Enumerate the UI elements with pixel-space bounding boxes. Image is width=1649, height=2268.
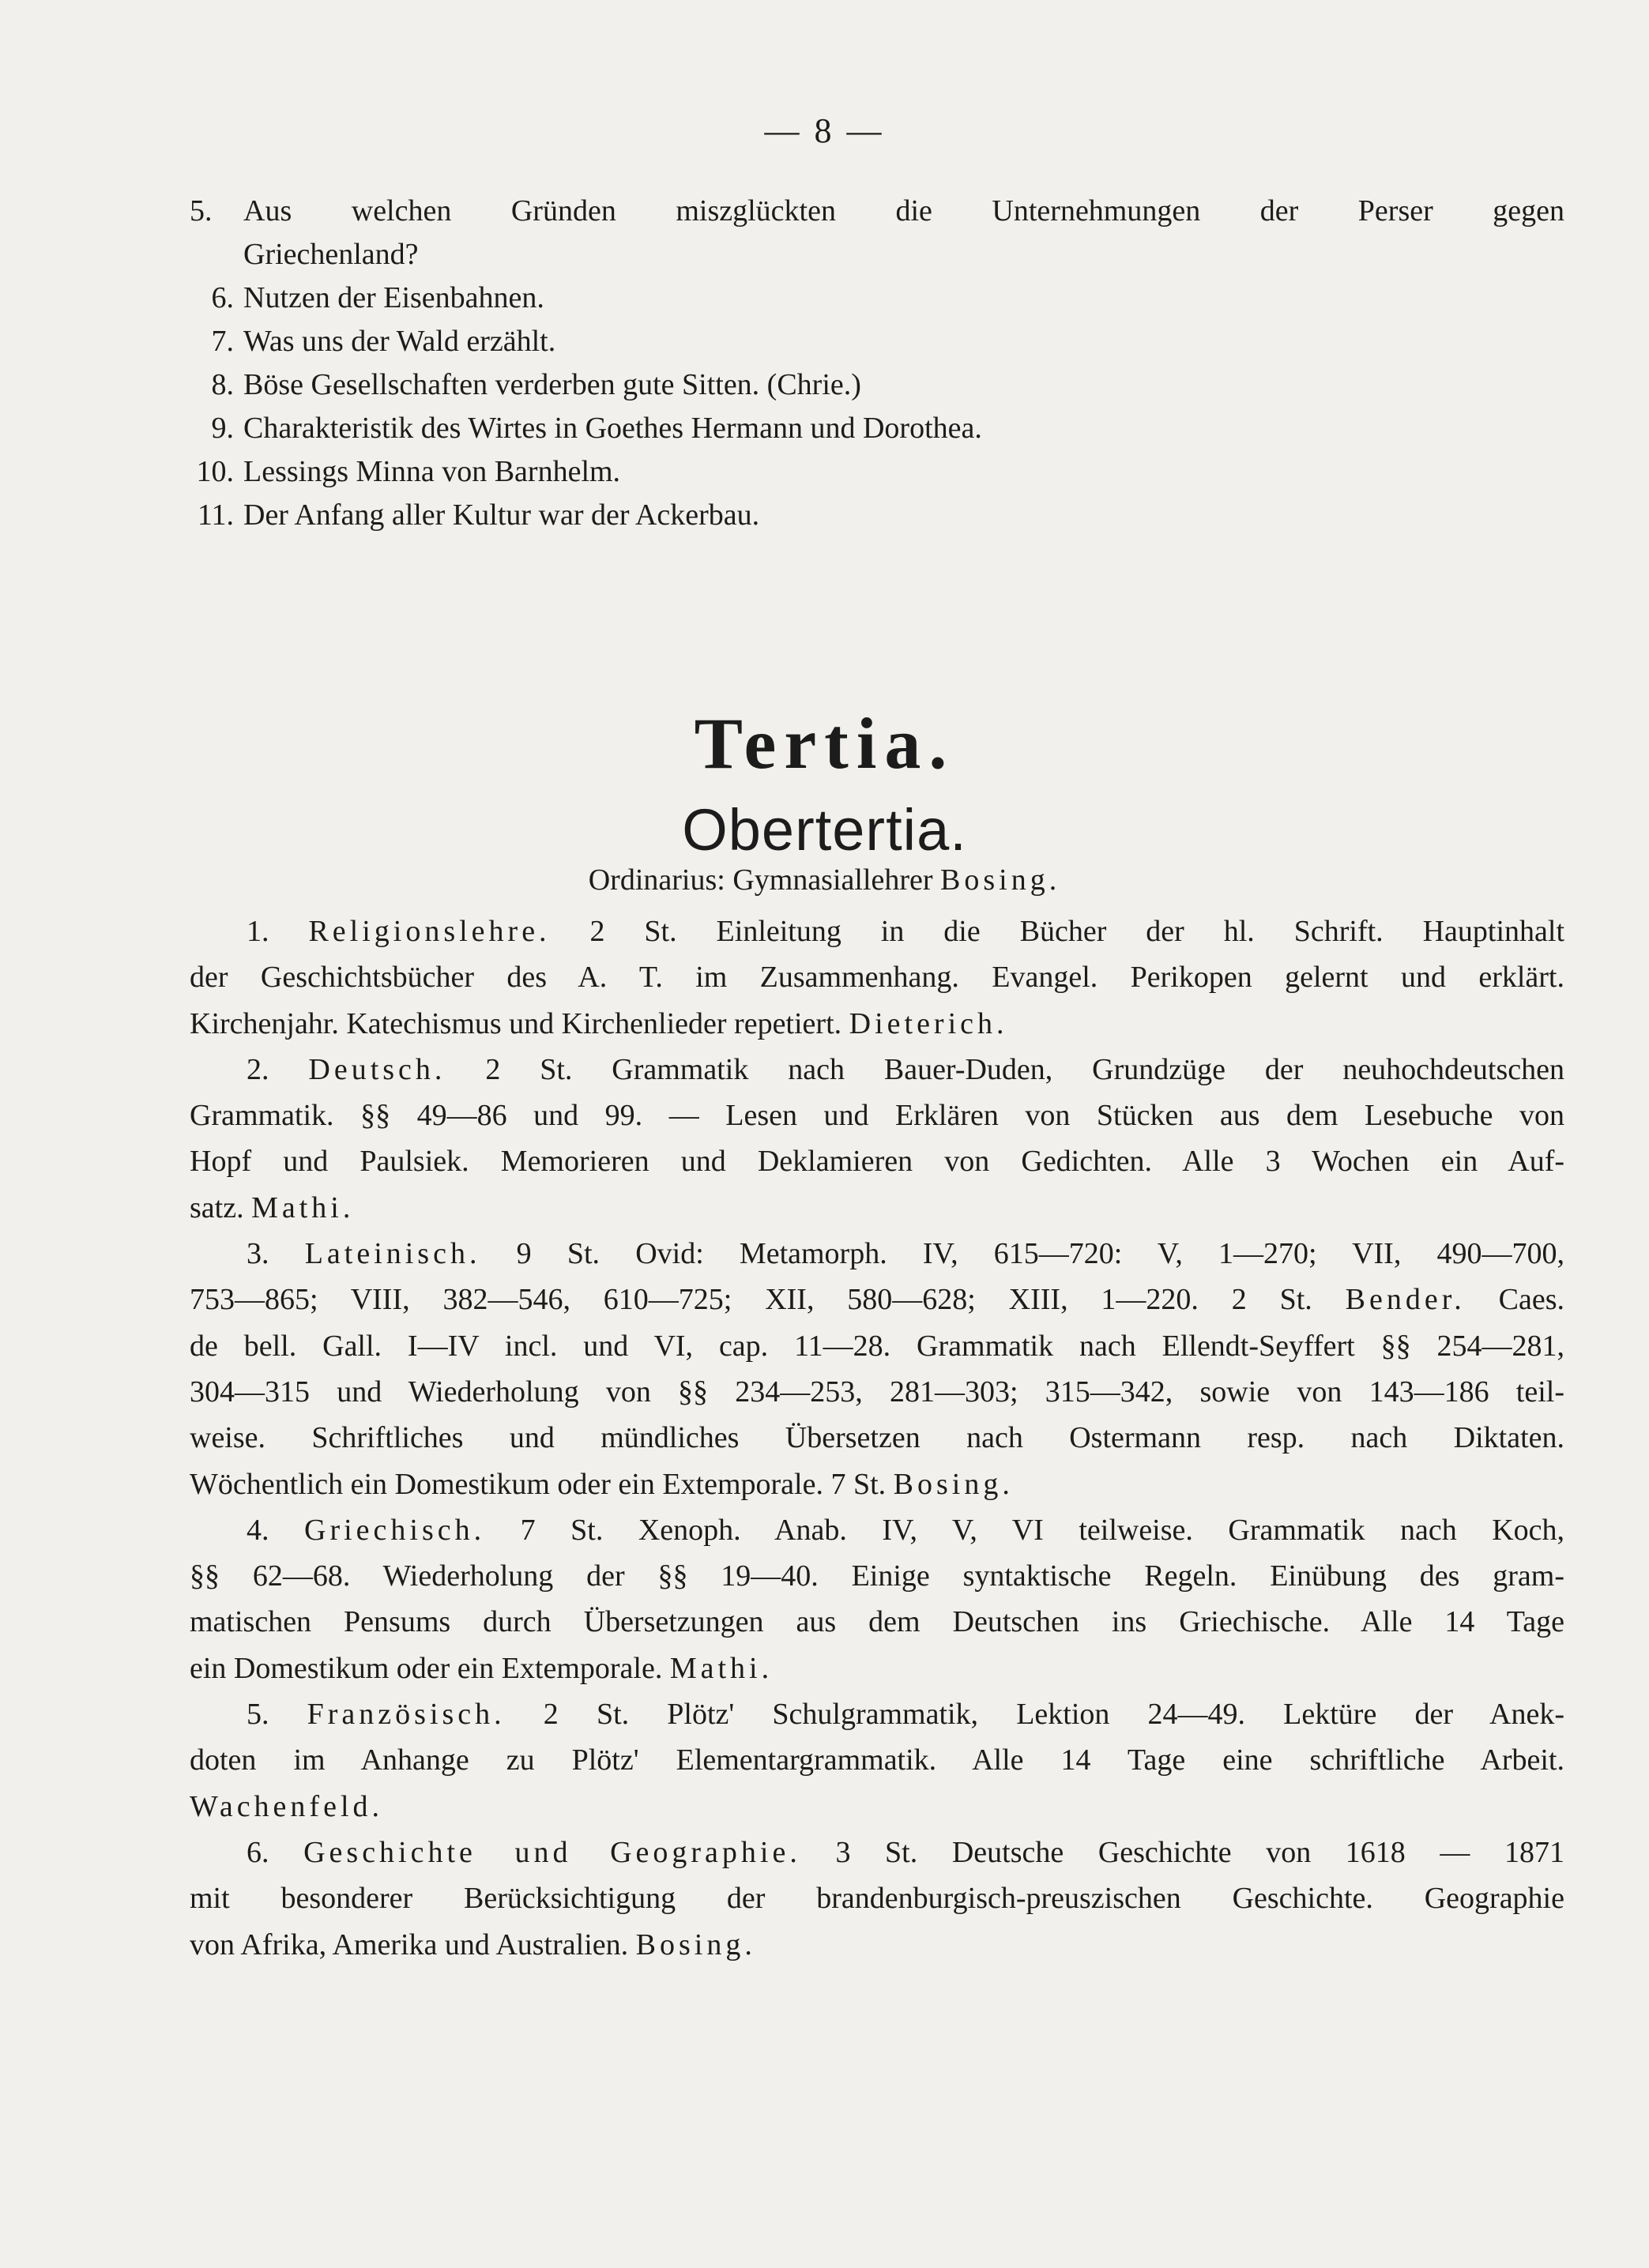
- text-line: [190, 1461, 1564, 1507]
- text-line: [190, 1369, 1564, 1415]
- text-segment: von Afrika, Amerika und Australien.: [190, 1928, 636, 1961]
- essay-topics-list: [190, 190, 1564, 537]
- list-item: [190, 363, 1564, 407]
- text-segment: 2 St. Grammatik nach Bauer-Duden, Grundzüge der neuhochdeutschen: [446, 1052, 1564, 1086]
- text-segment: de bell. Gall. I—IV incl. und VI, cap. 11—28. Grammatik nach Ellendt-Seyffert §§ 254—281,: [190, 1329, 1564, 1363]
- text-segment: Kirchenjahr. Katechismus und Kirchenlieder repetiert.: [190, 1006, 849, 1040]
- text-line: [190, 1691, 1564, 1737]
- list-item: [190, 450, 1564, 494]
- spaced-name: Mathi.: [251, 1190, 355, 1224]
- spaced-name: Bosing.: [635, 1928, 756, 1961]
- page-number: — 8 —: [764, 111, 885, 150]
- subsection-title: Obertertia.: [682, 797, 967, 863]
- spaced-name: Lateinisch.: [304, 1237, 481, 1271]
- spaced-name: Französisch.: [307, 1698, 506, 1732]
- list-item-number: 7.: [211, 325, 234, 358]
- spaced-name: Bender.: [1345, 1283, 1466, 1317]
- text-line: [190, 1185, 1564, 1231]
- section-title: Tertia.: [694, 703, 955, 784]
- text-segment: 2 St. Plötz' Schulgrammatik, Lektion 24—49. Lektüre der Anek-: [505, 1698, 1564, 1732]
- text-segment: 3.: [247, 1237, 305, 1271]
- text-segment: matischen Pensums durch Übersetzungen aus dem Deutschen ins Griechische. Alle 14 Tage: [190, 1605, 1564, 1639]
- text-line: [190, 1047, 1564, 1093]
- text-segment: 4.: [247, 1513, 305, 1547]
- text-segment: mit besonderer Berücksichtigung der brandenburgisch-preuszischen Geschichte. Geographie: [190, 1882, 1564, 1916]
- text-line: [190, 1875, 1564, 1921]
- list-item-number: 8.: [211, 368, 234, 401]
- subject-paragraph: [190, 1507, 1564, 1691]
- spaced-name: Deutsch.: [308, 1052, 446, 1086]
- spaced-name: Griechisch.: [304, 1513, 486, 1547]
- text-line: [190, 1138, 1564, 1184]
- text-segment: 753—865; VIII, 382—546, 610—725; XII, 580—628; XIII, 1—220. 2 St.: [190, 1283, 1346, 1317]
- list-item-number: 10.: [196, 455, 234, 488]
- list-item: [190, 276, 1564, 320]
- list-item: [190, 494, 1564, 537]
- list-item-text: Aus welchen Gründen miszglückten die Unternehmungen der Perser gegen: [243, 194, 1564, 228]
- subject-paragraph: [190, 1691, 1564, 1830]
- text-segment: satz.: [190, 1190, 252, 1224]
- list-item-continuation: Griechenland?: [243, 238, 419, 271]
- spaced-name: Wachenfeld.: [190, 1789, 383, 1823]
- list-item-text: Nutzen der Eisenbahnen.: [243, 281, 544, 314]
- subject-paragraph: [190, 1830, 1564, 1968]
- text-segment: Wöchentlich ein Domestikum oder ein Extemporale. 7 St.: [190, 1467, 894, 1501]
- text-line: [190, 1323, 1564, 1369]
- text-segment: ein Domestikum oder ein Extemporale.: [190, 1651, 670, 1685]
- text-line: [190, 1553, 1564, 1599]
- text-segment: Grammatik. §§ 49—86 und 99. — Lesen und Erklären von Stücken aus dem Lesebuche von: [190, 1099, 1564, 1133]
- text-line: [190, 1277, 1564, 1322]
- spaced-name: Bosing.: [893, 1467, 1014, 1501]
- list-item: [190, 407, 1564, 450]
- subject-paragraph: [190, 1231, 1564, 1507]
- ordinarius-name: Bosing.: [940, 863, 1061, 897]
- spaced-name: Dieterich.: [849, 1006, 1008, 1040]
- text-line: [190, 1231, 1564, 1277]
- text-segment: §§ 62—68. Wiederholung der §§ 19—40. Einige syntaktische Regeln. Einübung des gram-: [190, 1559, 1564, 1593]
- list-item-number: 5.: [190, 194, 213, 228]
- text-segment: 2 St. Einleitung in die Bücher der hl. Schrift. Hauptinhalt: [550, 915, 1565, 948]
- spaced-name: Geschichte und Geographie.: [303, 1835, 801, 1869]
- text-line: [190, 1646, 1564, 1691]
- text-line: [190, 1001, 1564, 1047]
- spaced-name: Religionslehre.: [308, 915, 551, 948]
- text-segment: 3 St. Deutsche Geschichte von 1618 — 1871: [800, 1835, 1564, 1869]
- text-line: [190, 1415, 1564, 1461]
- text-line: [190, 1093, 1564, 1138]
- text-line: [190, 954, 1564, 1000]
- list-item-number: 6.: [211, 281, 234, 314]
- text-segment: 1.: [247, 915, 309, 948]
- text-line: [190, 1922, 1564, 1968]
- text-segment: 304—315 und Wiederholung von §§ 234—253, 281—303; 315—342, sowie von 143—186 teil-: [190, 1375, 1564, 1409]
- list-item-text: Lessings Minna von Barnhelm.: [243, 455, 621, 488]
- text-line: [190, 1599, 1564, 1645]
- list-item-number: 11.: [197, 498, 234, 532]
- text-segment: doten im Anhange zu Plötz' Elementargrammatik. Alle 14 Tage eine schriftliche Arbeit.: [190, 1743, 1564, 1777]
- text-segment: 9 St. Ovid: Metamorph. IV, 615—720: V, 1—270; VII, 490—700,: [480, 1237, 1565, 1271]
- text-segment: der Geschichtsbücher des A. T. im Zusammenhang. Evangel. Perikopen gelernt und erklärt.: [190, 961, 1564, 995]
- subject-paragraph: [190, 1047, 1564, 1231]
- text-segment: 6.: [247, 1835, 304, 1869]
- text-line: [190, 908, 1564, 954]
- text-segment: 5.: [247, 1698, 307, 1732]
- text-line: [190, 1737, 1564, 1783]
- list-item-text: Charakteristik des Wirtes in Goethes Hermann und Dorothea.: [243, 412, 982, 445]
- text-segment: Caes.: [1465, 1283, 1564, 1317]
- list-item-text: Was uns der Wald erzählt.: [243, 325, 556, 358]
- subject-list: [190, 908, 1564, 1968]
- text-segment: Hopf und Paulsiek. Memorieren und Deklamieren von Gedichten. Alle 3 Wochen ein Auf-: [190, 1145, 1564, 1179]
- spaced-name: Mathi.: [669, 1651, 774, 1685]
- ordinarius-label: Ordinarius: Gymnasiallehrer: [588, 863, 941, 897]
- text-line: [190, 1784, 1564, 1830]
- text-segment: 2.: [247, 1052, 309, 1086]
- list-item: [190, 190, 1564, 233]
- list-item-text: Böse Gesellschaften verderben gute Sitten. (Chrie.): [243, 368, 861, 401]
- list-item-number: 9.: [211, 412, 234, 445]
- text-line: [190, 1507, 1564, 1553]
- text-segment: weise. Schriftliches und mündliches Übersetzen nach Ostermann resp. nach Diktaten.: [190, 1421, 1564, 1455]
- list-item-text: Der Anfang aller Kultur war der Ackerbau.: [243, 498, 760, 532]
- list-item: [190, 320, 1564, 363]
- subject-paragraph: [190, 908, 1564, 1047]
- ordinarius-line: [0, 863, 1649, 897]
- text-segment: 7 St. Xenoph. Anab. IV, V, VI teilweise. Grammatik nach Koch,: [485, 1513, 1565, 1547]
- text-line: [190, 1830, 1564, 1875]
